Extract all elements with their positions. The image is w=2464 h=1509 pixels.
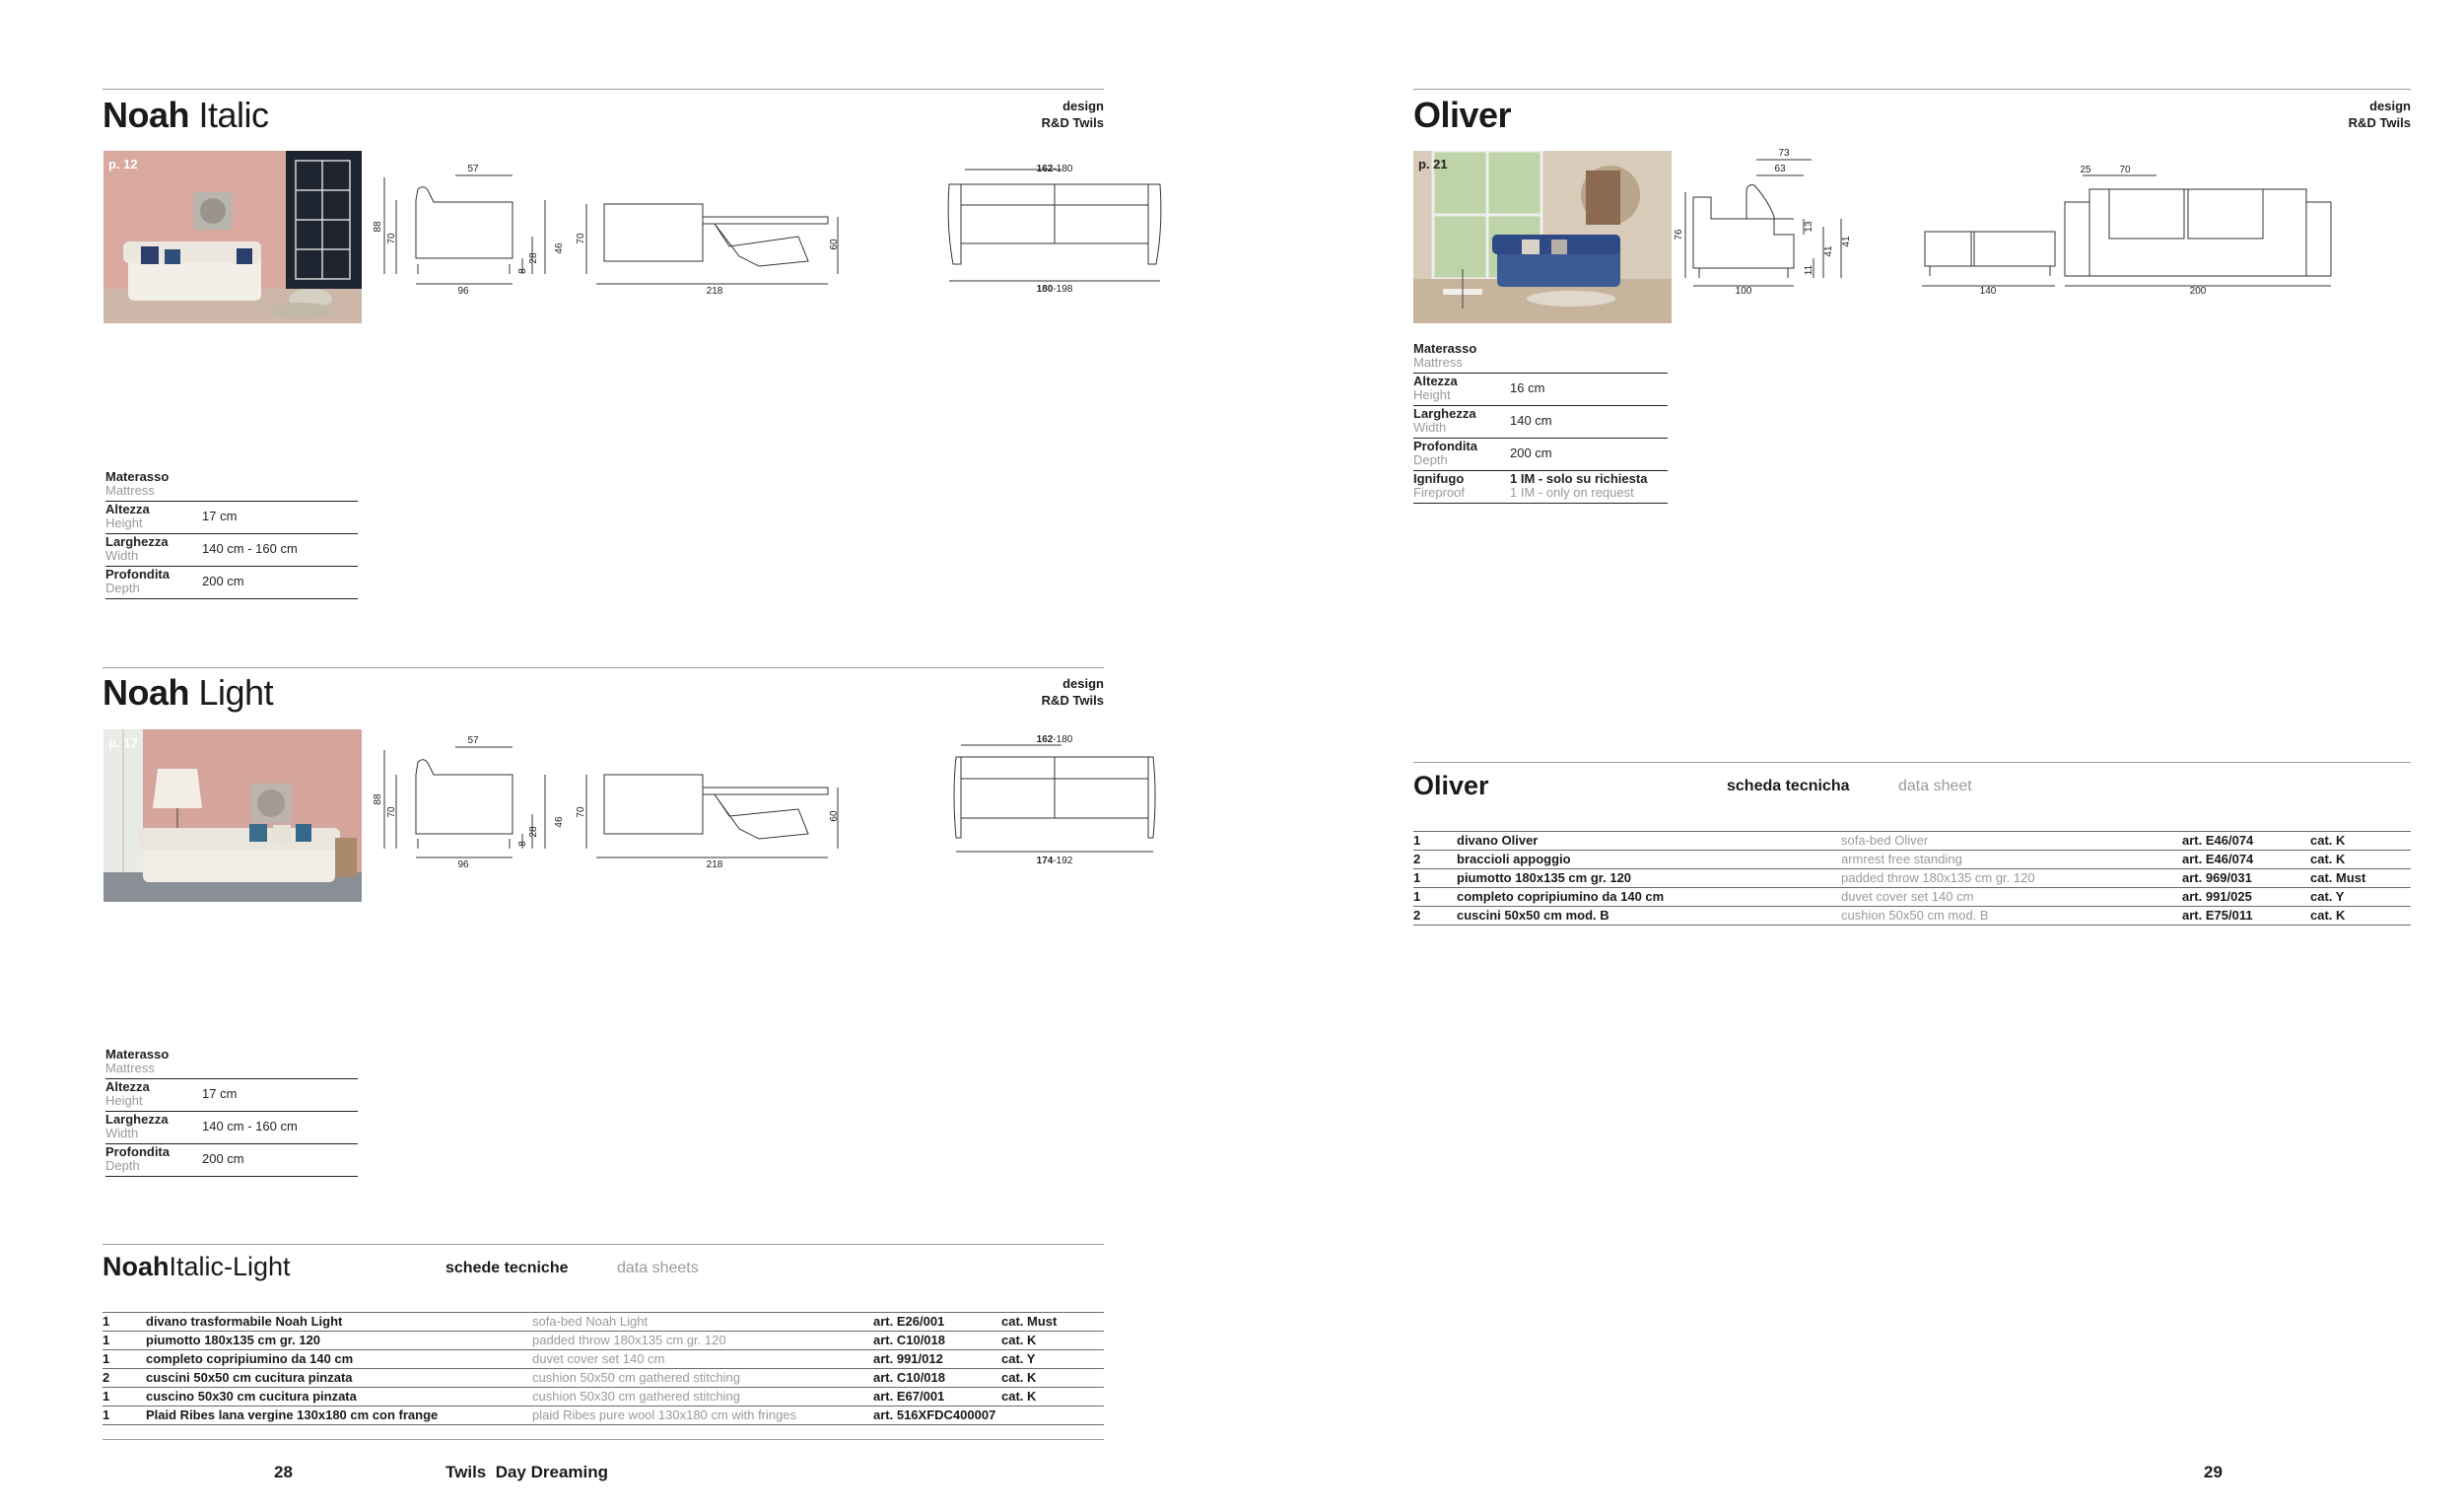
dim-25: 25 [2080,165,2091,175]
dim-28: 28 [528,252,539,264]
dim-41: 41 [1823,245,1834,257]
mattress-row: Profondita Depth 200 cm [105,1144,358,1177]
table-row: 1 divano Oliver sofa-bed Oliver art. E46/074 cat. K [1413,832,2411,851]
data-sheet-table-noah [103,1312,1104,1425]
table-row: 1 piumotto 180x135 cm gr. 120 padded throw 180x135 cm gr. 120 art. 969/031 cat. Must [1413,869,2411,888]
footer-brand: Twils Day Dreaming [445,1463,609,1481]
dim-200: 200 [2189,286,2207,297]
design-credit: design R&D Twils [2348,99,2411,130]
dim-70: 70 [386,233,397,244]
data-sheet-title: Oliver [1413,771,1489,800]
dim-11: 11 [1804,264,1814,276]
dim-96: 96 [457,286,469,297]
product-photo-noah-italic [103,151,362,323]
table-row: 1 completo copripiumino da 140 cm duvet cover set 140 cm art. 991/025 cat. Y [1413,888,2411,907]
dim-top-b: -180 [1053,734,1073,745]
data-sheet-label-it: schede tecniche [445,1260,569,1276]
dim-top-a: 162 [1036,734,1054,745]
dim-70b: 70 [576,233,586,244]
svg-text:174-192 [1037,856,1073,866]
svg-text:162-180 [1037,734,1073,745]
table-row: 1 cuscino 50x30 cm cucitura pinzata cushion 50x30 cm gathered stitching art. E67/001 cat. K [103,1388,1104,1406]
table-row: 1 divano trasformabile Noah Light sofa-bed Noah Light art. E26/001 cat. Must [103,1313,1104,1332]
mattress-row: Profondita Depth 200 cm [1413,439,1668,471]
dim-218: 218 [706,859,723,870]
design-credit: design R&D Twils [1041,99,1104,130]
data-sheet-title: NoahItalic-Light [103,1252,291,1281]
dim-46: 46 [554,242,565,254]
mattress-table-noah-italic: Materasso Mattress Altezza Height 17 cm Larghezza Width 140 cm - 160 cm Profondita Depth 200 cm [105,469,358,599]
technical-drawing-noah-italic [375,158,1104,310]
table-row: 1 completo copripiumino da 140 cm duvet cover set 140 cm art. 991/012 cat. Y [103,1350,1104,1369]
dim-28: 28 [528,826,539,838]
dim-76: 76 [1674,229,1684,240]
mattress-row-fireproof: Ignifugo Fireproof 1 IM - solo su richiesta 1 IM - only on request [1413,471,1668,504]
table-row: 1 Plaid Ribes lana vergine 130x180 cm con frange plaid Ribes pure wool 130x180 cm with fringes art. 516XFDC400007 [103,1406,1104,1425]
dim-60: 60 [829,239,840,250]
page-reference: p. 12 [108,157,138,171]
dim-bottom-a: 174 [1036,856,1054,866]
dim-88: 88 [373,221,383,233]
dim-bottom-a: 180 [1036,284,1054,295]
table-row: 2 braccioli appoggio armrest free standing art. E46/074 cat. K [1413,851,2411,869]
mattress-row: Profondita Depth 200 cm [105,567,358,599]
mattress-row: Altezza Height 17 cm [105,502,358,534]
data-sheet-table-oliver [1413,831,2411,926]
section-rule [1413,762,2411,763]
dim-63: 63 [1774,164,1786,174]
product-photo-noah-light [103,729,362,902]
mattress-row: Larghezza Width 140 cm - 160 cm [105,534,358,567]
svg-text:180-198 [1037,284,1073,295]
section-rule [103,667,1104,668]
page-number-left: 28 [274,1463,293,1481]
section-rule [103,1244,1104,1245]
data-sheet-label-it: scheda tecnicha [1727,778,1850,794]
dim-140: 140 [1979,286,1997,297]
mattress-row: Larghezza Width 140 cm [1413,406,1668,439]
footer-rule [103,1439,1104,1440]
dim-57: 57 [467,164,479,174]
data-sheet-label-en: data sheets [617,1260,699,1276]
page-number-right: 29 [2204,1463,2223,1481]
dim-96: 96 [457,859,469,870]
design-credit: design R&D Twils [1041,676,1104,708]
mattress-row: Altezza Height 17 cm [105,1079,358,1112]
mattress-row: Larghezza Width 140 cm - 160 cm [105,1112,358,1144]
technical-drawing-oliver [1676,148,2405,310]
dim-41b: 41 [1841,236,1852,247]
mattress-row: Altezza Height 16 cm [1413,374,1668,406]
product-title-noah-italic: Noah Italic [103,95,269,135]
dim-top-b: -180 [1053,164,1073,174]
dim-8: 8 [517,268,528,274]
table-row: 2 cuscini 50x50 cm mod. B cushion 50x50 cm mod. B art. E75/011 cat. K [1413,907,2411,926]
dim-bottom-b: -198 [1053,284,1073,295]
dim-8: 8 [517,841,528,847]
dim-70b: 70 [576,806,586,818]
table-row: 1 piumotto 180x135 cm gr. 120 padded throw 180x135 cm gr. 120 art. C10/018 cat. K [103,1332,1104,1350]
mattress-table-noah-light: Materasso Mattress Altezza Height 17 cm Larghezza Width 140 cm - 160 cm Profondita Depth 200 cm [105,1047,358,1177]
dim-88: 88 [373,793,383,805]
dim-70: 70 [2119,165,2131,175]
dim-46: 46 [554,816,565,828]
data-sheet-label-en: data sheet [1898,778,1972,794]
dim-70: 70 [386,806,397,818]
product-photo-oliver [1413,151,1672,323]
dim-bottom-b: -192 [1053,856,1073,866]
dim-60: 60 [829,810,840,822]
dim-57: 57 [467,735,479,746]
product-title-noah-light: Noah Light [103,672,274,713]
svg-text:162-180 [1037,164,1073,174]
dim-13: 13 [1804,221,1814,233]
dim-73: 73 [1778,148,1790,159]
table-row: 2 cuscini 50x50 cm cucitura pinzata cushion 50x50 cm gathered stitching art. C10/018 cat. K [103,1369,1104,1388]
section-rule [103,89,1104,90]
dim-100: 100 [1735,286,1752,297]
dim-218: 218 [706,286,723,297]
section-rule [1413,89,2411,90]
mattress-table-oliver: Materasso Mattress Altezza Height 16 cm Larghezza Width 140 cm Profondita Depth 200 cm Ignifugo Fireproof 1 IM - solo su richiesta 1 IM - only on request [1413,341,1668,504]
dim-top-a: 162 [1036,164,1054,174]
page-reference: p. 17 [108,735,138,750]
product-title-oliver: Oliver [1413,95,1512,135]
technical-drawing-noah-light [375,735,1104,888]
page-reference: p. 21 [1418,157,1448,171]
